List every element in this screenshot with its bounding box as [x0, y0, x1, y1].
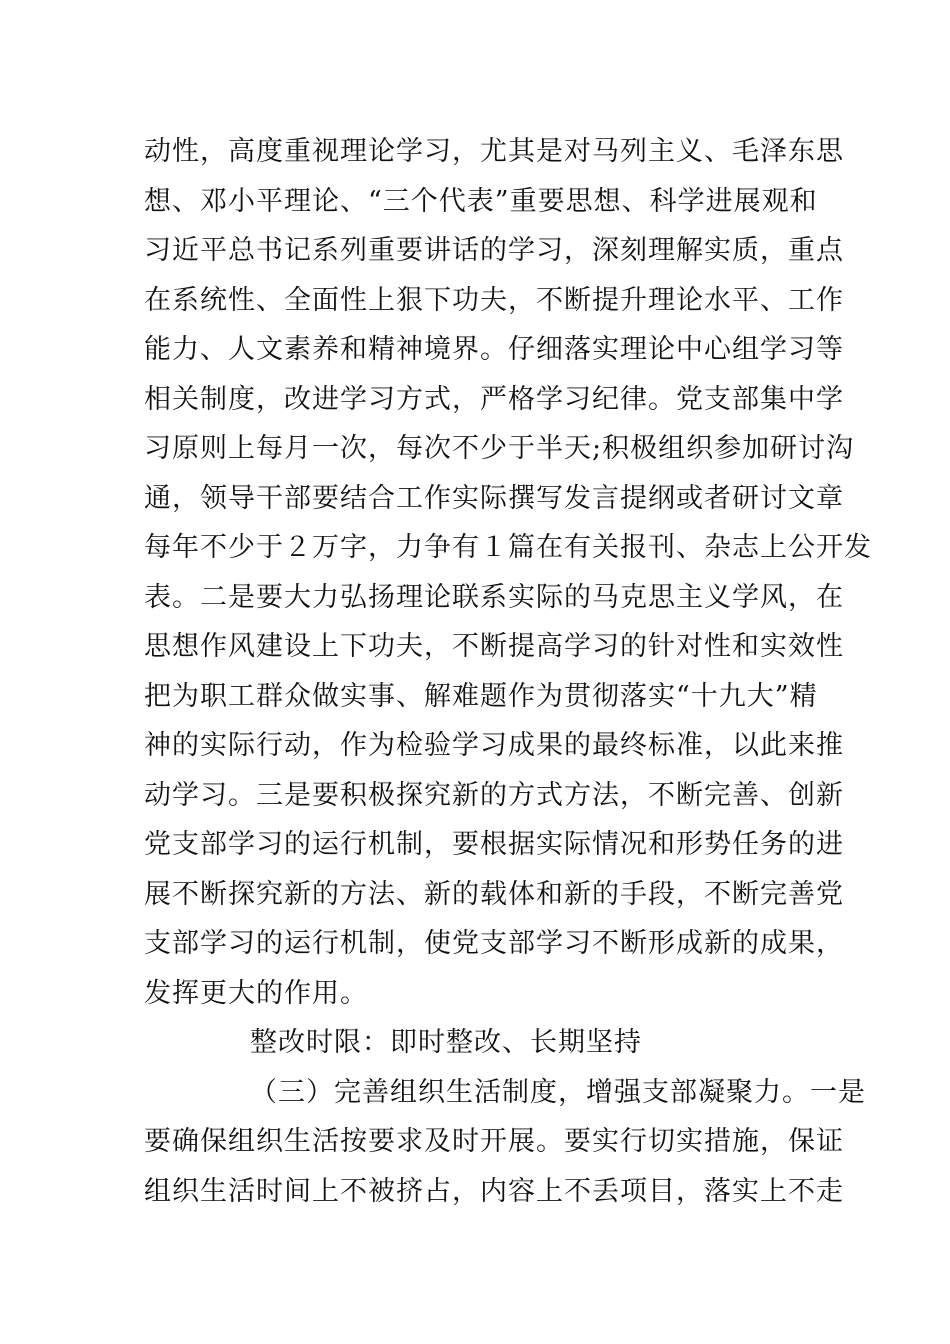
- text-line: 习近平总书记系列重要讲话的学习，深刻理解实质，重点: [144, 235, 844, 266]
- text-line: 想、邓小平理论、“三个代表”重要思想、科学进展观和: [144, 185, 818, 217]
- text-line: 通，领导干部要结合工作实际撰写发言提纲或者研讨文章: [144, 482, 844, 514]
- text-line: 要确保组织生活按要求及时开展。要实行切实措施，保证: [144, 1126, 844, 1157]
- text-line: 把为职工群众做实事、解难题作为贯彻落实“十九大”精: [144, 680, 818, 712]
- text-line: 动学习。三是要积极探究新的方式方法，不断完善、创新: [144, 779, 844, 811]
- text-line: 党支部学习的运行机制，要根据实际情况和形势任务的进: [144, 829, 844, 860]
- text-line: 在系统性、全面性上狠下功夫，不断提升理论水平、工作: [144, 284, 844, 316]
- text-line: 能力、人文素养和精神境界。仔细落实理论中心组学习等: [144, 334, 844, 365]
- text-line: 发挥更大的作用。: [144, 977, 368, 1009]
- section-heading-line: （三）完善组织生活制度，增强支部凝聚力。一是: [250, 1076, 866, 1108]
- text-line: 习原则上每月一次，每次不少于半天;积极组织参加研讨沟: [144, 433, 855, 464]
- text-line: 神的实际行动，作为检验学习成果的最终标准，以此来推: [144, 730, 844, 761]
- text-line: 展不断探究新的方法、新的载体和新的手段，不断完善党: [144, 878, 844, 910]
- text-line: 每年不少于２万字，力争有１篇在有关报刊、杂志上公开发: [144, 532, 872, 563]
- text-line: 思想作风建设上下功夫，不断提高学习的针对性和实效性: [144, 631, 844, 662]
- text-line: 动性，高度重视理论学习，尤其是对马列主义、毛泽东思: [144, 136, 844, 167]
- text-line: 组织生活时间上不被挤占，内容上不丢项目，落实上不走: [144, 1175, 844, 1207]
- deadline-line: 整改时限：即时整改、长期坚持: [250, 1027, 642, 1058]
- text-line: 相关制度，改进学习方式，严格学习纪律。党支部集中学: [144, 383, 844, 415]
- text-line: 表。二是要大力弘扬理论联系实际的马克思主义学风，在: [144, 581, 844, 613]
- document-body: [144, 127, 872, 1216]
- text-line: 支部学习的运行机制，使党支部学习不断形成新的成果，: [144, 928, 844, 959]
